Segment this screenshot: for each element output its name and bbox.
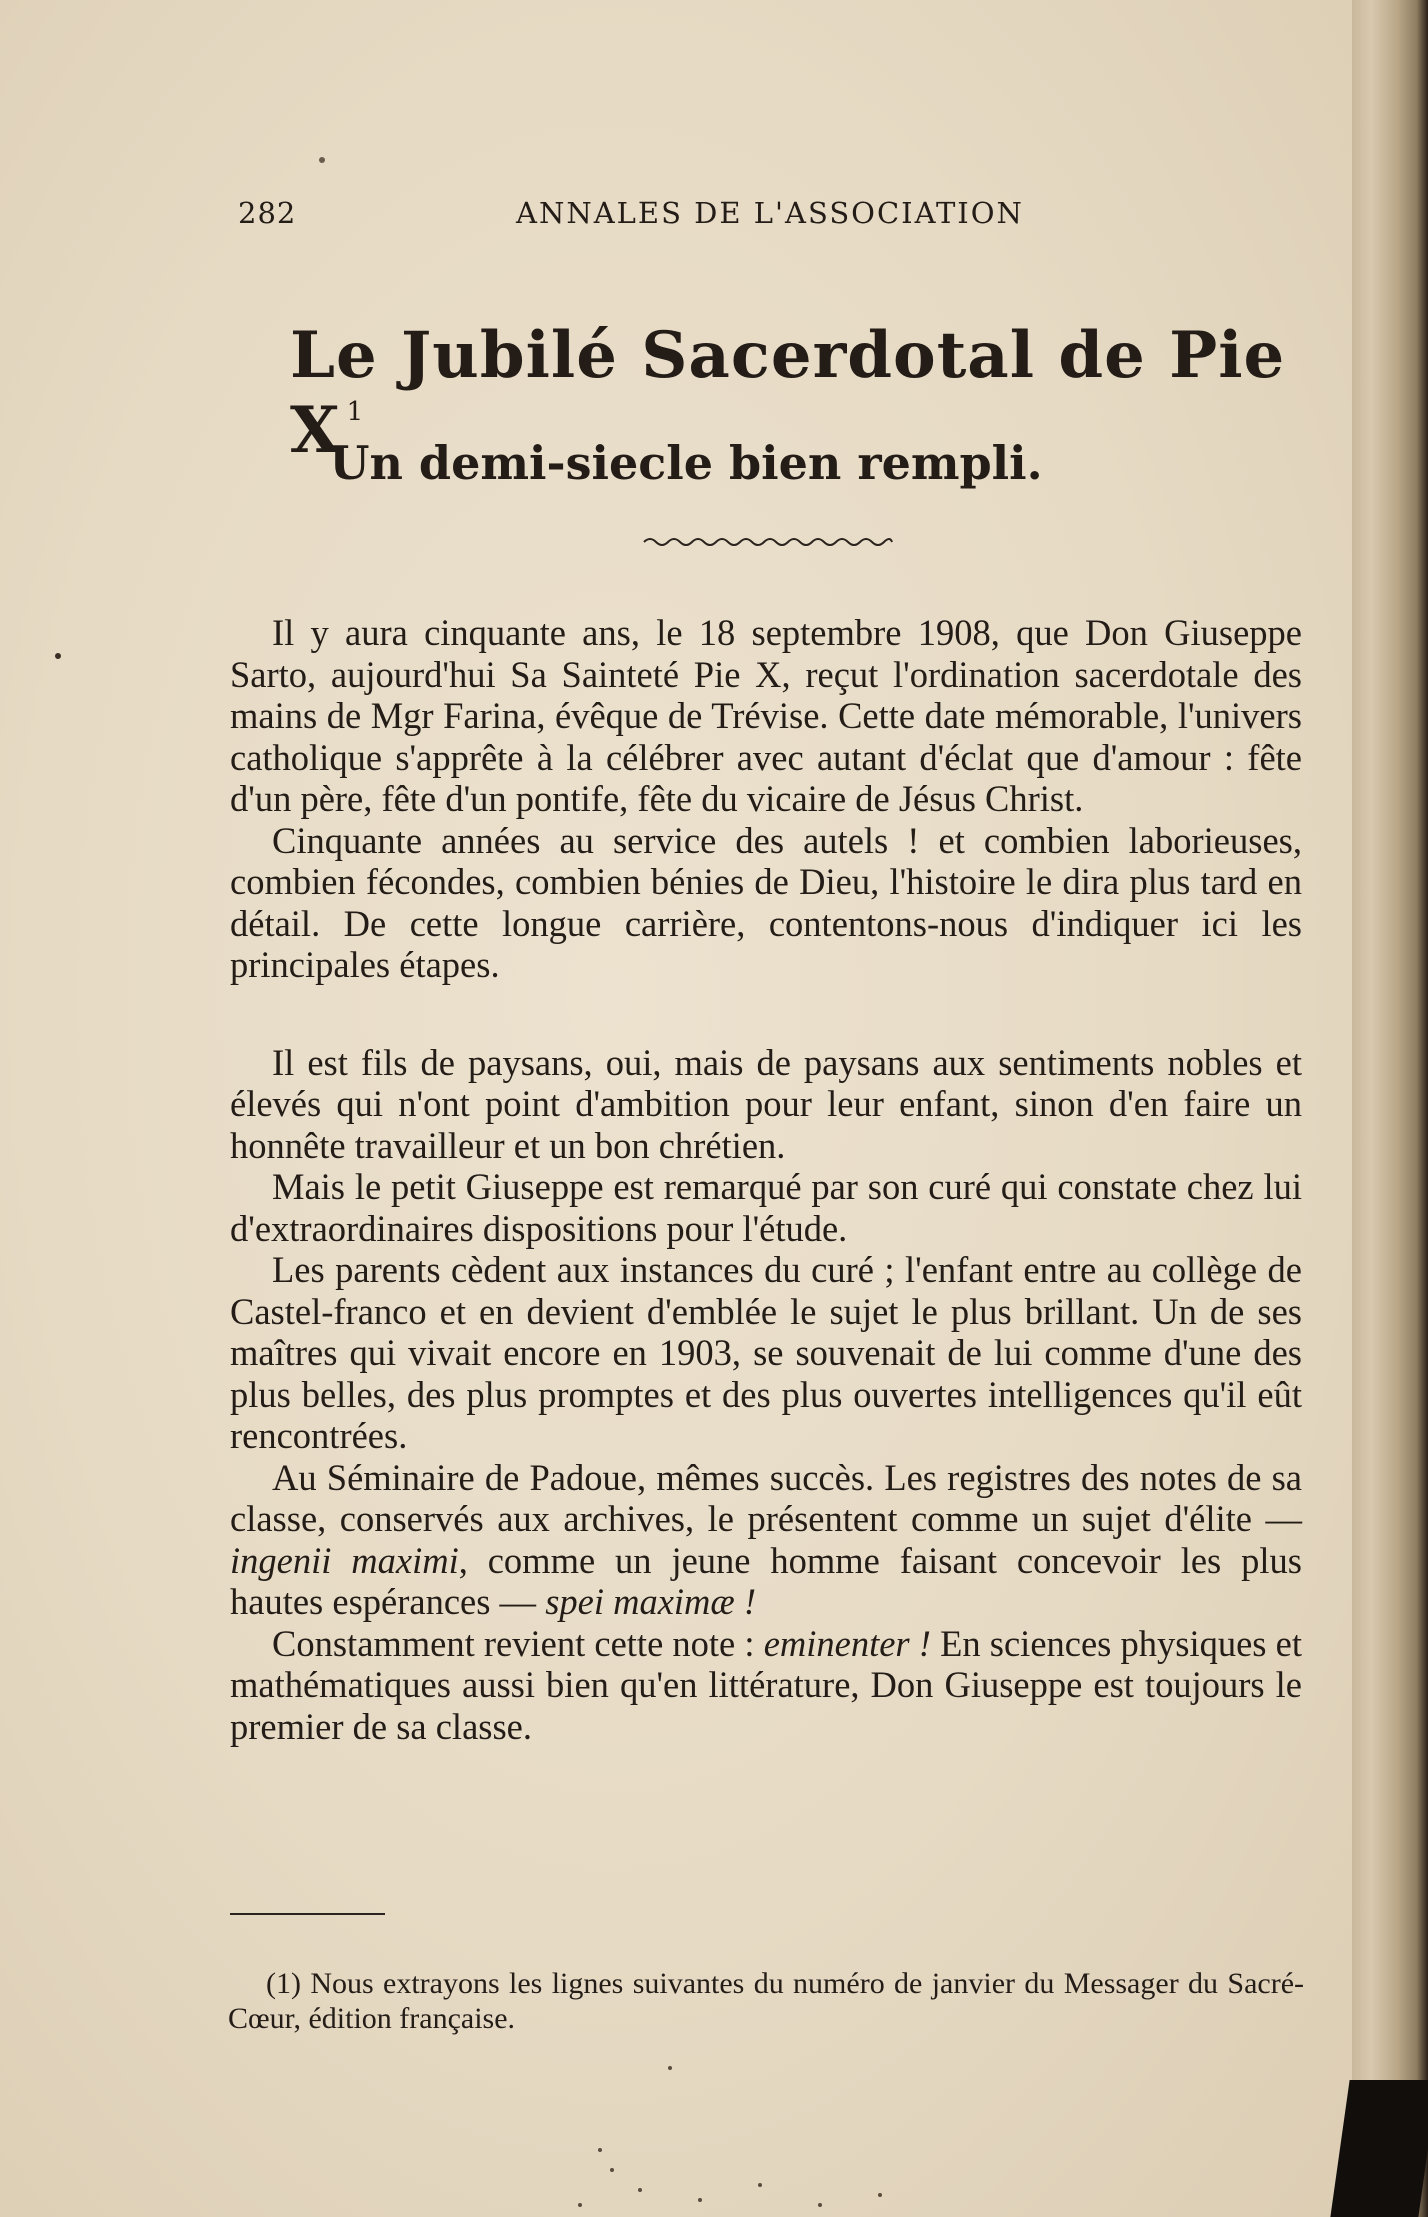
article-title-text: Le Jubilé Sacerdotal de Pie X (290, 318, 1286, 468)
article-subtitle: Un demi-siecle bien rempli. (329, 436, 1043, 490)
latin-phrase: eminenter ! (763, 1622, 931, 1664)
paragraph: Mais le petit Giuseppe est remarqué par son curé qui constate chez lui d'extraordinaires dispositions pour l'étude. (230, 1166, 1302, 1249)
paragraph-text: , comme un jeune homme faisant concevoir les plus hautes espérances — (230, 1539, 1302, 1622)
footnote: (1) Nous extrayons les lignes suivantes du numéro de janvier du Messager du Sacré-Cœur, édition française. (228, 1967, 1304, 2035)
paragraph: Cinquante années au service des autels ! et combien laborieuses, combien fécondes, combien bénies de Dieu, l'histoire le dira plus tard en détail. De cette longue carrière, contentons-nous d'indiquer ici les principales étapes. (230, 819, 1302, 985)
paragraph: Les parents cèdent aux instances du curé ; l'enfant entre au collège de Castel-franco et en devient d'emblée le sujet le plus brillant. Un de ses maîtres qui vivait encore en 1903, se souvenait de lui comme d'une des plus belles, des plus promptes et des plus ouvertes intelligences qu'il eût rencontrées. (230, 1249, 1302, 1456)
page-number: 282 (238, 196, 297, 230)
footnote-marker: 1 (346, 397, 365, 427)
paragraph: Il est fils de paysans, oui, mais de paysans aux sentiments nobles et élevés qui n'ont point d'ambition pour leur enfant, sinon d'en faire un honnête travailleur et un bon chrétien. (230, 1041, 1302, 1166)
running-title: ANNALES DE L'ASSOCIATION (516, 196, 1024, 230)
latin-phrase: ingenii maximi (230, 1539, 459, 1581)
latin-phrase: spei maximæ ! (545, 1581, 757, 1622)
paragraph-text: Constamment revient cette note : (272, 1622, 764, 1664)
paragraph-text: Au Séminaire de Padoue, mêmes succès. Les registres des notes de sa classe, conservés aux archives, le présentent comme un sujet d'élite — (230, 1456, 1302, 1539)
page-edge-shadow (1352, 0, 1428, 2217)
paragraph: Il y aura cinquante ans, le 18 septembre 1908, que Don Giuseppe Sarto, aujourd'hui Sa Sainteté Pie X, reçut l'ordination sacerdotale des mains de Mgr Farina, évêque de Trévise. Cette date mémorable, l'univers catholique s'apprête à la célébrer avec autant d'éclat que d'amour : fête d'un père, fête d'un pontife, fête du vicaire de Jésus Christ. (230, 612, 1302, 819)
paragraph-text: En sciences physiques et mathématiques aussi bien qu'en littérature, Don Giuseppe est toujours le premier de sa classe. (230, 1622, 1302, 1747)
